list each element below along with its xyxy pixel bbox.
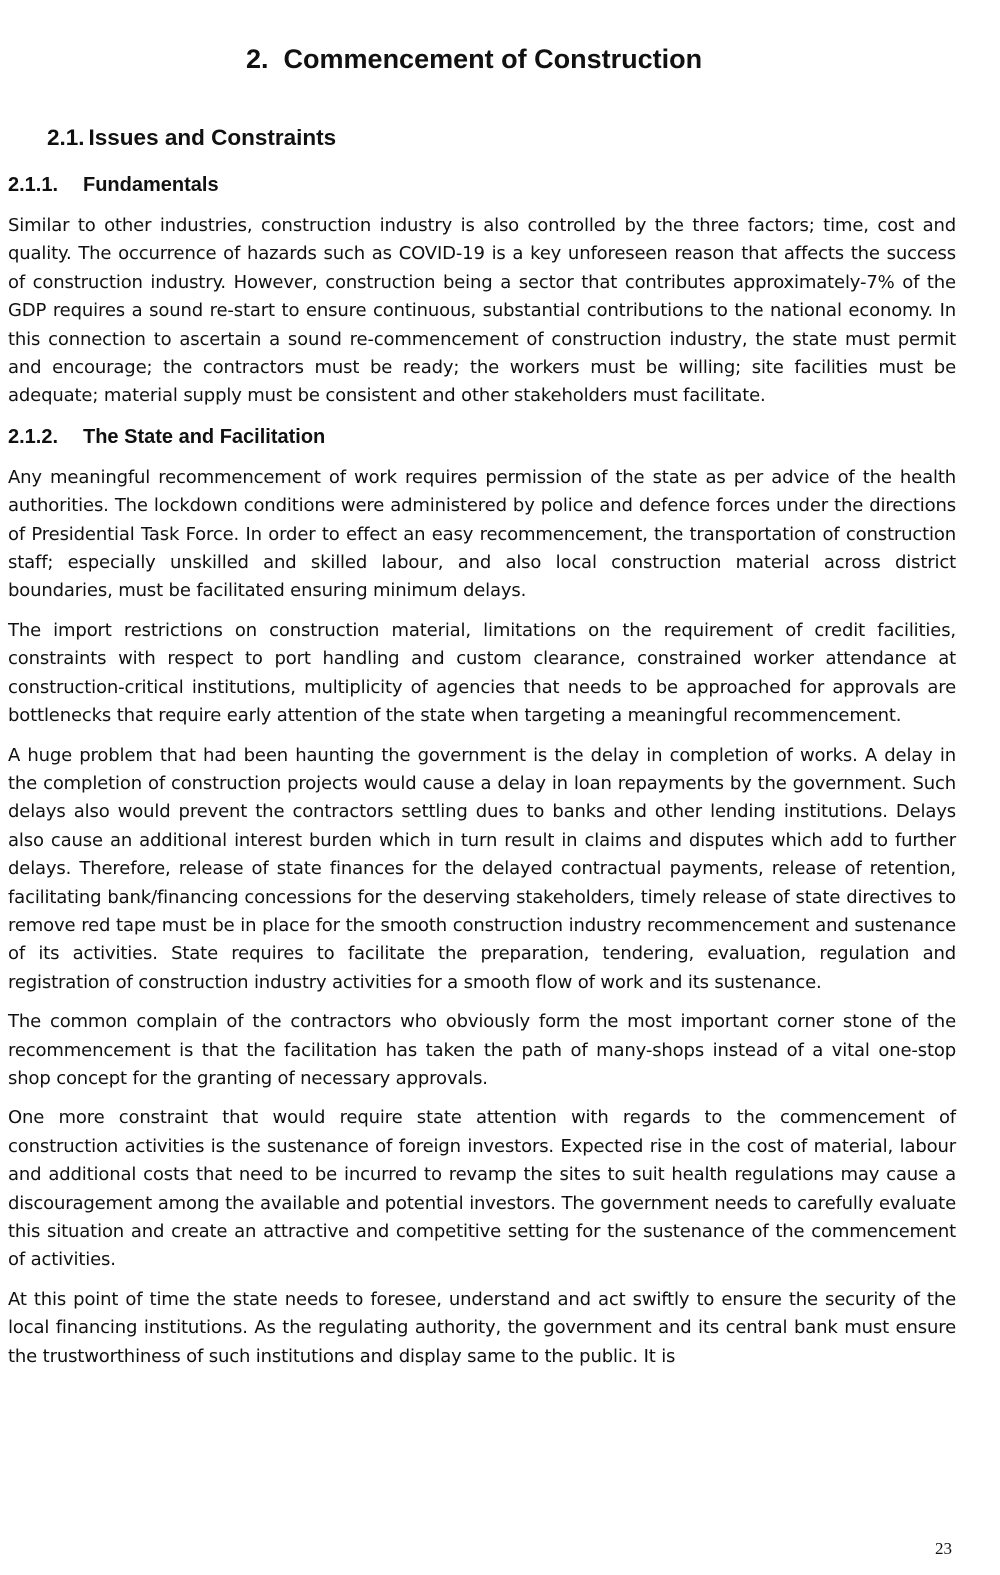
paragraph: At this point of time the state needs to foresee, understand and act swiftly to ensure the security of the local financing institutions. As the regulating authority, the government and its central bank must ensure the trustworthiness of such institutions and display same to the public. It is [8, 1288, 956, 1367]
subsection-title-text: Fundamentals [83, 174, 219, 196]
content-body [8, 170, 956, 1382]
subsection-title-text: The State and Facilitation [83, 425, 326, 448]
subsection-number: 2.1.1. [8, 174, 59, 196]
paragraph: Any meaningful recommencement of work requires permission of the state as per advice of the health authorities. The lockdown conditions were administered by police and defence forces under the directions of Presidential Task Force. In order to effect an easy recommencement, the transportation of construction staff; especially unskilled and skilled labour, and also local construction material across district boundaries, must be facilitated ensuring minimum delays. [8, 466, 956, 602]
subsection-title-state-facilitation [8, 422, 956, 452]
paragraph: The common complain of the contractors who obviously form the most important corner stone of the recommencement is that the facilitation has taken the path of many-shops instead of a vital one-stop shop concept for the granting of necessary approvals. [8, 1011, 956, 1089]
chapter-number: 2. [246, 44, 269, 74]
paragraph: The import restrictions on construction material, limitations on the requirement of credit facilities, constraints with respect to port handling and custom clearance, constrained worker attendance at construction-critical institutions, multiplicity of agencies that needs to be approached for approvals are bottlenecks that require early attention of the state when targeting a meaningful recommencement. [8, 619, 956, 727]
paragraph: One more constraint that would require state attention with regards to the commencement of construction activities is the sustenance of foreign investors. Expected rise in the cost of material, labour and additional costs that need to be incurred to revamp the sites to suit health regulations may cause a discouragement among the available and potential investors. The government needs to carefully evaluate this situation and create an attractive and competitive setting for the sustenance of the commencement of activities. [8, 1107, 956, 1271]
section-title [47, 125, 336, 151]
subsection-number: 2.1.2. [8, 425, 59, 448]
page-number: 23 [935, 1539, 952, 1558]
section-title-text: Issues and Constraints [88, 125, 337, 150]
chapter-title [246, 44, 702, 75]
subsection-title-fundamentals [8, 170, 956, 200]
chapter-title-text: Commencement of Construction [283, 44, 703, 74]
paragraph: Similar to other industries, construction industry is also controlled by the three factors; time, cost and quality. The occurrence of hazards such as COVID-19 is a key unforeseen reason that affects the success of construction industry. However, construction being a sector that contributes approximately-7% of the GDP requires a sound re-start to ensure continuous, substantial contributions to the national economy. In this connection to ascertain a sound re-commencement of construction industry, the state must permit and encourage; the contractors must be ready; the workers must be willing; site facilities must be adequate; material supply must be consistent and other stakeholders must facilitate. [8, 215, 956, 407]
paragraph: A huge problem that had been haunting the government is the delay in completion of works. A delay in the completion of construction projects would cause a delay in loan repayments by the government. Such delays also would prevent the contractors settling dues to banks and other lending institutions. Delays also cause an additional interest burden which in turn result in claims and disputes which add to further delays. Therefore, release of state finances for the delayed contractual payments, release of retention, facilitating bank/financing concessions for the deserving stakeholders, timely release of state directives to remove red tape must be in place for the smooth construction industry recommencement and sustenance of its activities. State requires to facilitate the preparation, tendering, evaluation, regulation and registration of construction industry activities for a smooth flow of work and its sustenance. [8, 744, 956, 993]
section-number: 2.1. [47, 125, 85, 150]
